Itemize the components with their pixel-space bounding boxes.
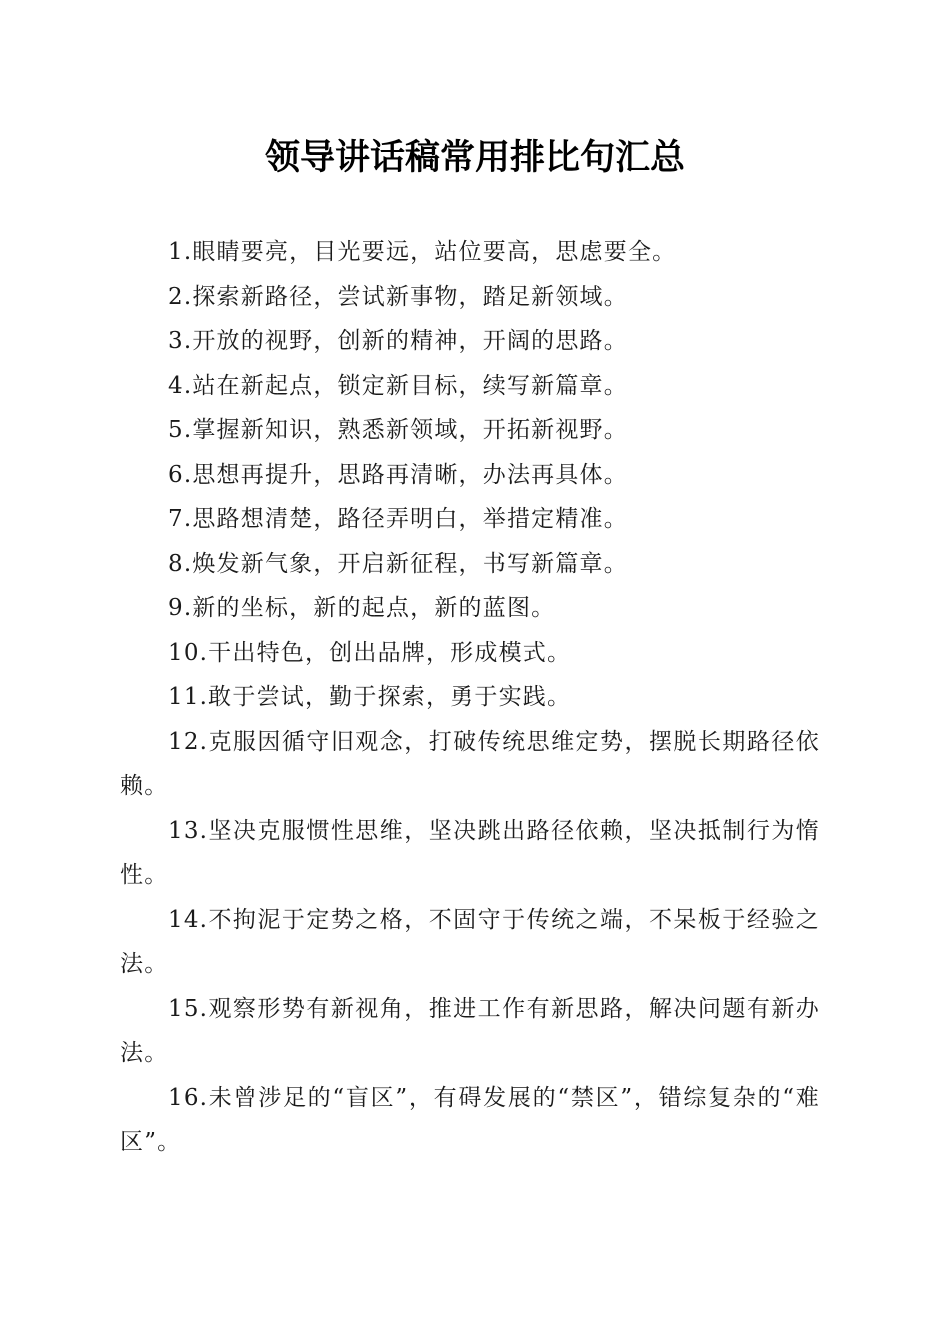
- paragraph: 8.焕发新气象，开启新征程，书写新篇章。: [168, 550, 628, 577]
- paragraph: 10.干出特色，创出品牌，形成模式。: [168, 639, 572, 666]
- document-title: 领导讲话稿常用排比句汇总: [264, 137, 685, 178]
- paragraph: 3.开放的视野，创新的精神，开阔的思路。: [168, 328, 628, 354]
- paragraph: 2.探索新路径，尝试新事物，踏足新领域。: [168, 283, 628, 310]
- paragraph: 13.坚决克服惯性思维，坚决跳出路径依赖，坚决抵制行为惰性。: [120, 817, 820, 888]
- paragraph: 9.新的坐标，新的起点，新的蓝图。: [168, 595, 556, 621]
- paragraph: 4.站在新起点，锁定新目标，续写新篇章。: [168, 372, 628, 399]
- paragraph: 6.思想再提升，思路再清晰，办法再具体。: [168, 461, 628, 488]
- paragraph: 16.未曾涉足的“盲区”，有碍发展的“禁区”，错综复杂的“难区”。: [120, 1084, 820, 1155]
- paragraph: 7.思路想清楚，路径弄明白，举措定精准。: [168, 506, 628, 532]
- document-body: [120, 230, 820, 1165]
- paragraph: 15.观察形势有新视角，推进工作有新思路，解决问题有新办法。: [120, 995, 820, 1066]
- paragraph: 12.克服因循守旧观念，打破传统思维定势，摆脱长期路径依赖。: [120, 728, 820, 799]
- paragraph: 1.眼睛要亮，目光要远，站位要高，思虑要全。: [168, 239, 677, 265]
- paragraph: 11.敢于尝试，勤于探索，勇于实践。: [168, 684, 572, 710]
- paragraph: 5.掌握新知识，熟悉新领域，开拓新视野。: [168, 417, 628, 443]
- paragraph: 14.不拘泥于定势之格，不固守于传统之端，不呆板于经验之法。: [120, 906, 820, 977]
